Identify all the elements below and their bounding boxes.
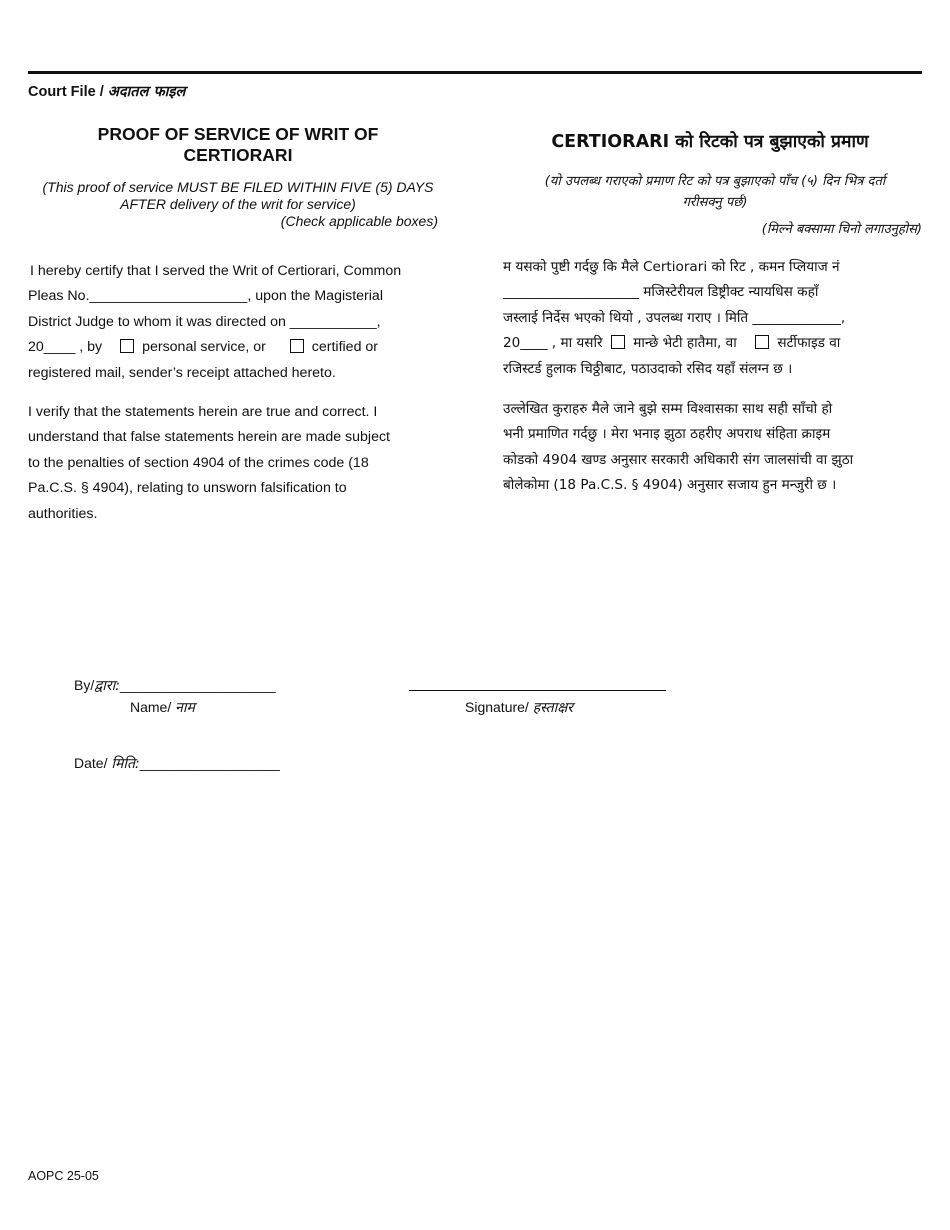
filing-note-english: (This proof of service MUST BE FILED WITHIN FIVE (5) DAYS AFTER delivery of the writ for service) — [42, 179, 434, 212]
signature-label: Signature/ हस्ताक्षर — [465, 699, 573, 716]
certified-mail-checkbox[interactable] — [290, 339, 304, 353]
by-field[interactable]: By/द्वारा:____________________ — [74, 677, 276, 694]
personal-service-checkbox[interactable] — [120, 339, 134, 353]
check-note-nepali: (मिल्ने बक्सामा चिनो लगाउनुहोस) — [761, 222, 922, 237]
signature-line[interactable] — [409, 690, 666, 691]
verify-paragraph-nepali: उल्लेखित कुराहरु मैले जाने बुझे सम्म विश्वासका साथ सही साँचो हो भनी प्रमाणित गर्दछु । मेरा भनाइ झुठा ठहरीए अपराध संहिता क्राइम कोडको 4904 खण्ड अनुसार सरकारी अधिकारी संग जालसांची वा झुठा बोलेकोमा (18 Pa.C.S. § 4904) अनुसार सजाय हुन मन्जुरी छ । — [503, 401, 854, 494]
certified-mail-checkbox-nepali[interactable] — [755, 335, 769, 349]
check-note-english: (Check applicable boxes) — [280, 213, 438, 229]
court-file-label: Court File / अदातल फाइल — [28, 84, 186, 100]
title-nepali: CERTIORARI को रिटको पत्र बुझाएको प्रमाण — [551, 132, 869, 152]
personal-service-checkbox-nepali[interactable] — [611, 335, 625, 349]
certify-paragraph-english: I hereby certify that I served the Writ of Certiorari, Common Pleas No.____________________, upon the Magisterial District Judge to whom it was directed on ___________, 20____ , by personal service, or certified or registered mail, sender’s receipt attached hereto. — [28, 259, 428, 386]
title-english: PROOF OF SERVICE OF WRIT OF CERTIORARI — [97, 124, 379, 165]
service-method-row-english: 20____ , by personal service, or certified or — [28, 339, 379, 356]
filing-note-nepali: (यो उपलब्ध गराएको प्रमाण रिट को पत्र बुझाएको पाँच (५) दिन भित्र दर्ता गरीसक्नु पर्छ) — [544, 174, 886, 210]
name-label: Name/ नाम — [130, 699, 195, 716]
verify-paragraph-english: I verify that the statements herein are true and correct. I understand that false statements herein are made subject to the penalties of section 4904 of the crimes code (18 Pa.C.S. § 4904), relating to unsworn falsification to authorities. — [28, 404, 390, 522]
form-id: AOPC 25-05 — [28, 1169, 99, 1183]
date-field[interactable]: Date/ मिति:__________________ — [74, 755, 280, 772]
top-rule — [28, 71, 922, 74]
certify-paragraph-nepali: म यसको पुष्टी गर्दछु कि मैले Certiorari को रिट , कमन प्लियाज नं ____________________ मजिस्टेरीयल डिष्ट्रीक्ट न्यायधिस कहाँ जस्लाई निर्देस भएको थियो , उपलब्ध गराए । मिति _____________, 20____ , मा यसरि मान्छे भेटी हातैमा, वा सर्टीफाइड वा रजिस्टर्ड हुलाक चिठ्ठीबाट, पठाउदाको रसिद यहाँ संलग्न छ । — [503, 255, 908, 382]
service-method-row-nepali: 20____ , मा यसरि मान्छे भेटी हातैमा, वा सर्टीफाइड वा — [503, 335, 841, 352]
